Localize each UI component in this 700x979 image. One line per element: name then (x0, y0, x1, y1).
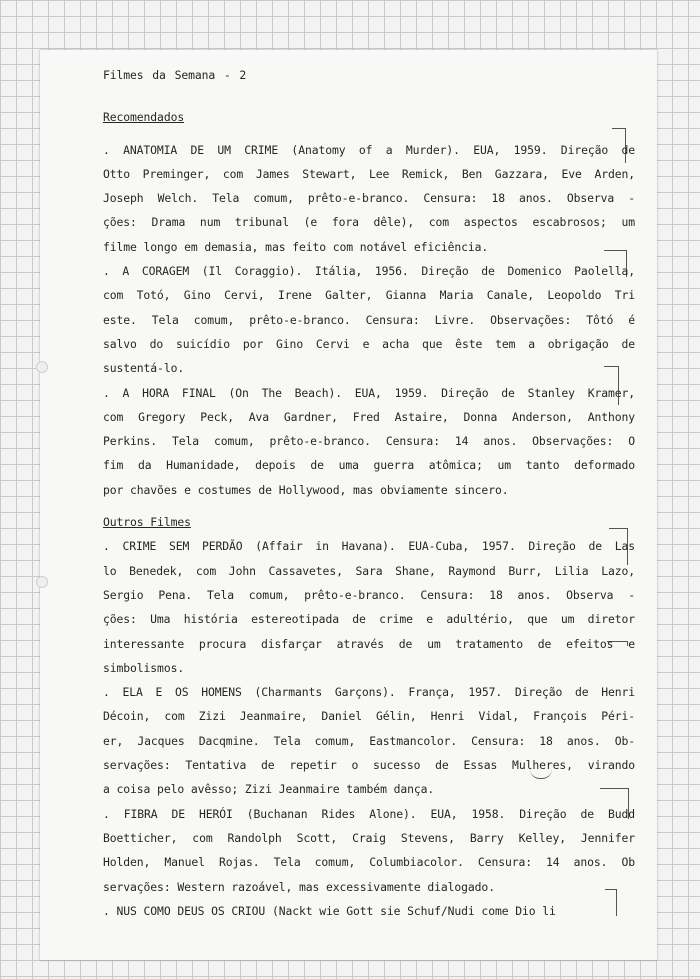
film-entry-line: Otto Preminger, com James Stewart, Lee Remick, Ben Gazzara, Eve Arden, (103, 166, 635, 181)
film-entry-line: salvo do suicídio por Gino Cervi e acha que êste tem a obrigação de (103, 336, 635, 351)
film-entry-line: sustentá-lo. (103, 361, 185, 376)
film-entry-title-line: . A HORA FINAL (On The Beach). EUA, 1959. Direção de Stanley Kramer, (103, 385, 635, 400)
film-entry-line: simbolismos. (103, 660, 185, 675)
film-entry-line: com Totó, Gino Cervi, Irene Galter, Gianna Maria Canale, Leopoldo Tri (103, 288, 635, 303)
film-entry-line: servações: Western razoável, mas excessivamente dialogado. (103, 879, 495, 894)
film-entry-title-line: . A CORAGEM (Il Coraggio). Itália, 1956. Direção de Domenico Paolella, (103, 264, 635, 279)
film-entry-line: ções: Drama num tribunal (e fora dêle), com aspectos escabrosos; um (103, 215, 635, 230)
punch-hole (36, 361, 48, 373)
section-heading: Recomendados (103, 110, 185, 125)
film-entry-line: servações: Tentativa de repetir o sucesso de Essas Mulheres, virando (103, 758, 635, 773)
film-entry-line: fim da Humanidade, depois de uma guerra atômica; um tanto deformado (103, 458, 635, 473)
film-entry-line: Perkins. Tela comum, prêto-e-branco. Censura: 14 anos. Observações: O (103, 434, 635, 449)
film-entry-line: Sergio Pena. Tela comum, prêto-e-branco. Censura: 18 anos. Observa - (103, 587, 635, 602)
film-entry-title-line: . ELA E OS HOMENS (Charmants Garçons). França, 1957. Direção de Henri (103, 685, 635, 700)
film-entry-line: com Gregory Peck, Ava Gardner, Fred Astaire, Donna Anderson, Anthony (103, 409, 635, 424)
film-entry-line: Holden, Manuel Rojas. Tela comum, Columbiacolor. Censura: 14 anos. Ob (103, 855, 635, 870)
film-entry-line: ções: Uma história estereotipada de crime e adultério, que um diretor (103, 612, 635, 627)
page-header: Filmes da Semana - 2 (103, 68, 247, 82)
section-heading: Outros Filmes (103, 515, 191, 530)
film-entry-line: Boetticher, com Randolph Scott, Craig Stevens, Barry Kelley, Jennifer (103, 830, 635, 845)
film-entry-line: lo Benedek, com John Cassavetes, Sara Shane, Raymond Burr, Lilia Lazo, (103, 563, 635, 578)
punch-hole (36, 576, 48, 588)
film-entry-line: por chavões e costumes de Hollywood, mas obviamente sincero. (103, 482, 509, 497)
film-entry-line: Joseph Welch. Tela comum, prêto-e-branco. Censura: 18 anos. Observa - (103, 191, 635, 206)
film-entry-title-line: . FIBRA DE HERÓI (Buchanan Rides Alone). EUA, 1958. Direção de Budd (103, 806, 635, 821)
film-entry-line: Décoin, com Zizi Jeanmaire, Daniel Gélin, Henri Vidal, François Péri- (103, 709, 635, 724)
film-entry-line: filme longo em demasia, mas feito com notável eficiência. (103, 239, 489, 254)
film-entry-line: er, Jacques Dacqmine. Tela comum, Eastmancolor. Censura: 18 anos. Ob- (103, 733, 635, 748)
film-entry-title-line: . CRIME SEM PERDÃO (Affair in Havana). EUA-Cuba, 1957. Direção de Las (103, 539, 635, 554)
document-body (103, 63, 635, 923)
film-entry-line: a coisa pelo avêsso; Zizi Jeanmaire também dança. (103, 782, 435, 797)
film-entry-line: interessante procura disfarçar através de um tratamento de efeitos e (103, 636, 635, 651)
film-entry-title-line: . ANATOMIA DE UM CRIME (Anatomy of a Murder). EUA, 1959. Direção de (103, 142, 635, 157)
film-entry-line: este. Tela comum, prêto-e-branco. Censura: Livre. Observações: Tôtó é (103, 312, 635, 327)
film-entry-title-line: . NUS COMO DEUS OS CRIOU (Nackt wie Gott sie Schuf/Nudi come Dio li (103, 903, 556, 918)
